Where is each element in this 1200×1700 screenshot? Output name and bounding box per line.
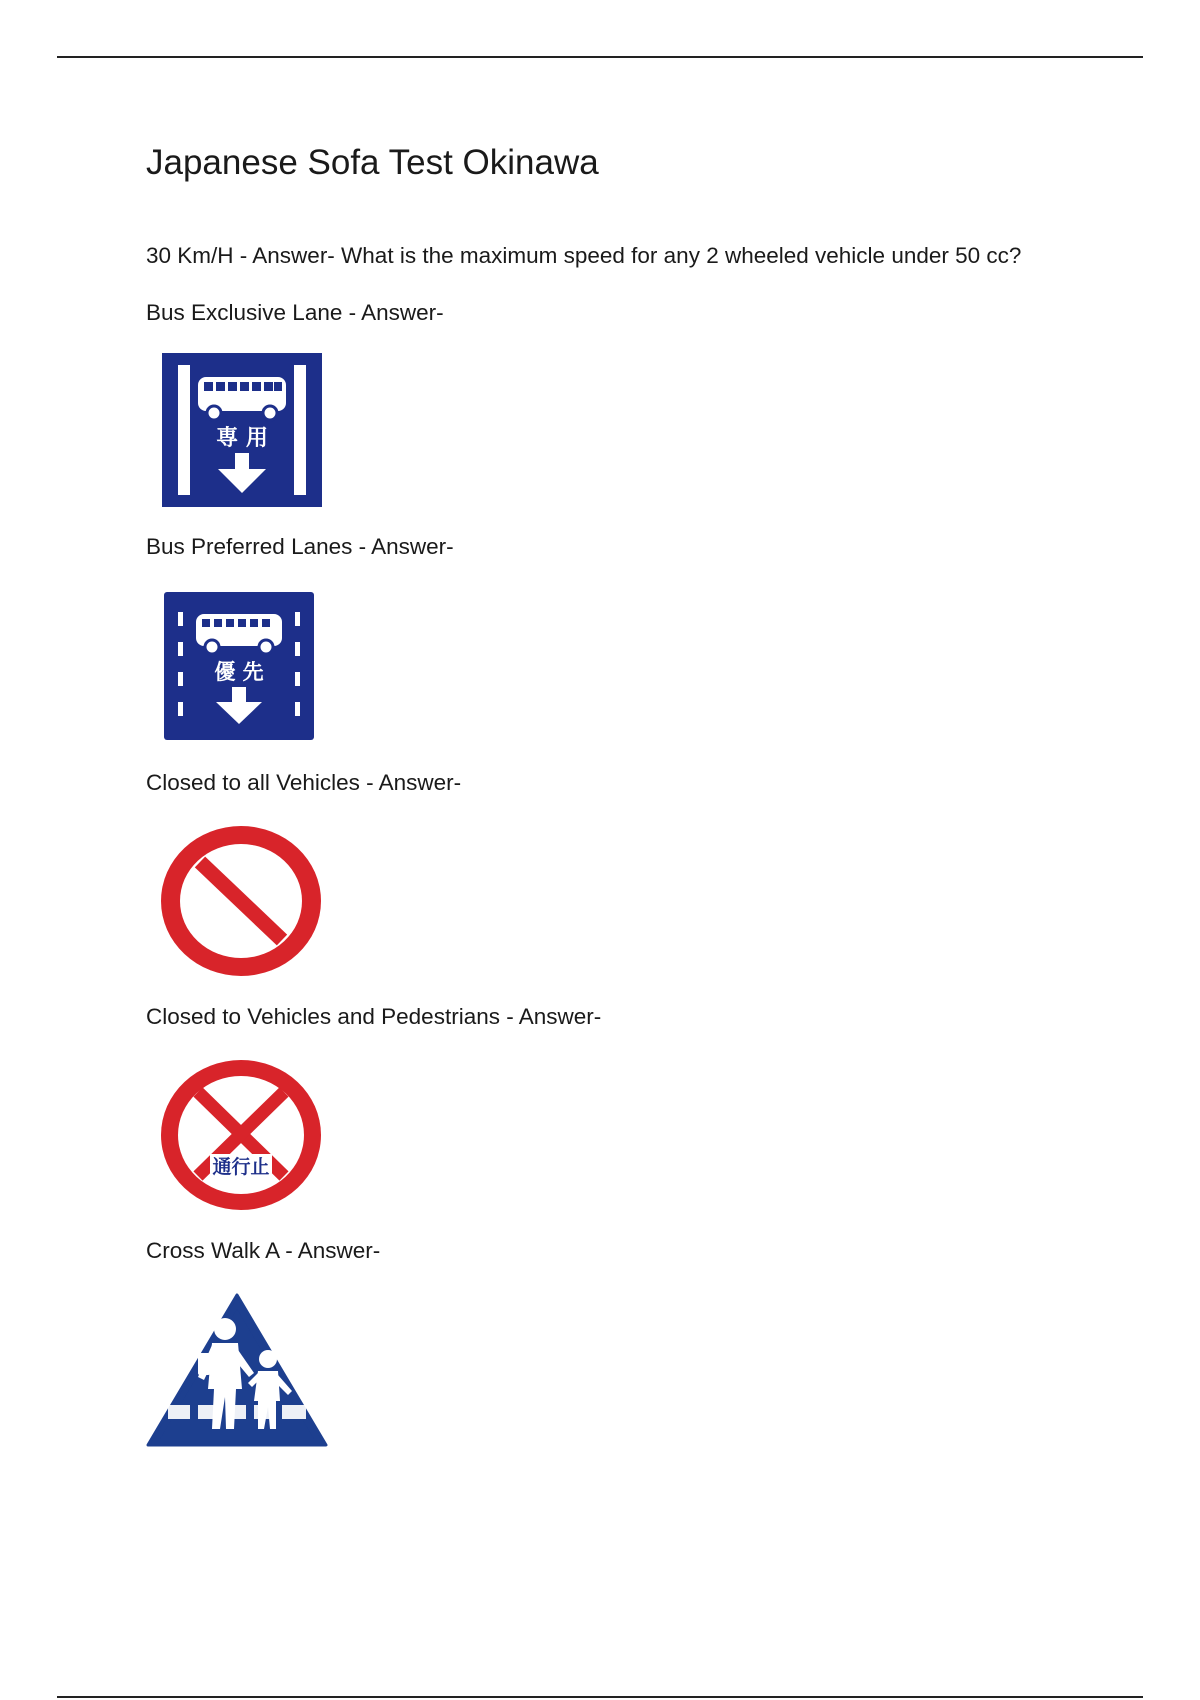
bus-exclusive-lane-sign — [162, 353, 322, 507]
bus-preferred-lane-sign — [164, 592, 314, 740]
sign-text-preferred: 優 先 — [214, 660, 264, 684]
item-label-closed-to-vehicles-and-pedestrians: Closed to Vehicles and Pedestrians - Answer- — [146, 1004, 602, 1029]
sign-text-no-entry: 通行止 — [212, 1156, 270, 1178]
crosswalk-sign — [146, 1293, 328, 1449]
document-title: Japanese Sofa Test Okinawa — [146, 143, 599, 182]
item-label-closed-to-all-vehicles: Closed to all Vehicles - Answer- — [146, 770, 462, 795]
item-label-cross-walk-a: Cross Walk A - Answer- — [146, 1238, 381, 1263]
header-rule — [57, 56, 1143, 58]
closed-to-vehicles-and-pedestrians-sign — [158, 1058, 324, 1212]
item-label-bus-exclusive-lane: Bus Exclusive Lane - Answer- — [146, 300, 444, 325]
intro-question: 30 Km/H - Answer- What is the maximum speed for any 2 wheeled vehicle under 50 cc? — [146, 243, 1022, 268]
footer-rule — [57, 1696, 1143, 1698]
closed-to-all-vehicles-sign — [158, 824, 324, 978]
sign-text-exclusive: 専 用 — [216, 426, 268, 451]
item-label-bus-preferred-lanes: Bus Preferred Lanes - Answer- — [146, 534, 454, 559]
